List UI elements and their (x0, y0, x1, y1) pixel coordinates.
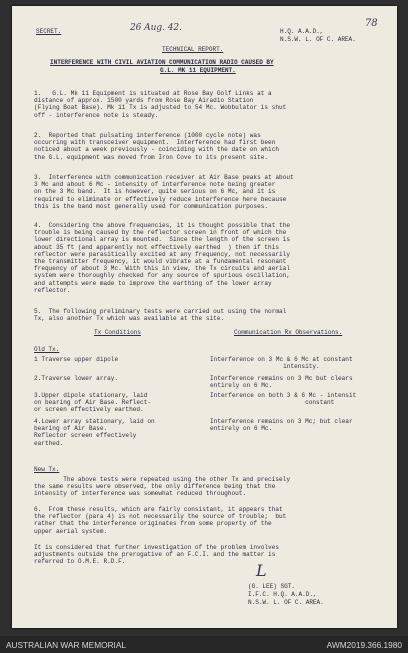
paragraph-3: 3. Interference with communication receiver at Air Base peaks at about 3 Mc and about 6 Mc - intensity of interference note being greater on the 3 Mc band. It is however, quite serious on 6 Mc, and it is required to eliminate or effectively reduce interference here because this is the band most generally used for communication purposes. (34, 174, 294, 210)
table-section-old-tx: Old Tx. (34, 346, 60, 353)
table-row-2-observation: Interference remains on 3 Mc but clears entirely on 6 Mc. (210, 375, 353, 390)
table-row-3-condition: 3.Upper dipole stationary, laid on bearing of Air Base. Reflect- or screen effectively earthed. (34, 392, 152, 414)
paragraph-2: 2. Reported that pulsating interference (1000 cycle note) was occurring with transceiver equipment. Interference had first been noticed about a week previously - coinciding with the date on which the G.L. equipment was moved from Iron Cove to its present site. (34, 132, 280, 161)
signature-name: (G. LEE) SGT. (248, 583, 295, 590)
paragraph-repeat-tests: The above tests were repeated using the other Tx and precisely the same results were observed, the only difference being that the intensity of interference was somewhat reduced throughout. (34, 476, 290, 498)
signature-initial: L (256, 561, 267, 580)
page-number-mark: 78 (365, 18, 378, 29)
archive-name: AUSTRALIAN WAR MEMORIAL (6, 640, 127, 650)
archive-footer (0, 636, 408, 653)
table-col1-header: Tx Conditions (94, 329, 141, 336)
table-row-3-observation: Interference on both 3 & 6 Mc - intensit constant (210, 392, 357, 407)
table-row-1-observation: Interference on 3 Mc & 6 Mc at constant intensity. (210, 356, 353, 371)
paragraph-4: 4. Considering the above frequencies, it is thought possible that the trouble is being caused by the reflector screen in front of which the lower directional array is mounted. Since the length of the screen is about 35 ft (and apparently not effectively earthed ) then if this reflector were parasitically excited at any frequency, not necessarily the transmitter frequency, it would vibrate at a fundamental resonant frequency of about 3 Mc. With this in view, the Tx circuits and aerial system were thoroughly checked for any source of spurious oscillation, and attempts were made to improve the earthing of the lower array reflector. (34, 222, 290, 294)
paragraph-1: 1. G.L. Mk 11 Equipment is situated at Rose Bay Golf Links at a distance of approx. 1500 yards from Rose Bay Airadio Station (Flying Boat Base). Mk 11 Tx is adjusted to 54 Mc. Wobbulator is shut off - interference note is steady. (34, 90, 287, 119)
handwritten-date: 26 Aug. 42. (130, 23, 182, 33)
table-col2-header: Communication Rx Observations. (234, 329, 343, 336)
paragraph-conclusion: It is considered that further investigation of the problem involves adjustments outside the prerogative of an F.C.I. and the matter is referred to O.M.E. R.D.F. (34, 544, 280, 566)
secret-label: SECRET. (36, 28, 62, 35)
table-row-4-observation: Interference remains on 3 Mc; but clear entirely on 6 Mc. (210, 418, 353, 433)
table-row-2-condition: 2.Traverse lower array. (34, 375, 119, 382)
paragraph-6: 6. From these results, which are fairly consistant, it appears that the reflector (para 4) is not necessarily the source of trouble; but rather that the interference originates from some property of the upper aerial system. (34, 506, 287, 535)
paragraph-5: 5. The following preliminary tests were carried out using the normal Tx, also another Tx which was available at the site. (34, 308, 287, 323)
signature-unit: I.F.C. H.Q. A.A.D., (248, 591, 317, 598)
hq-line-1: H.Q. A.A.D., (280, 28, 324, 35)
subject-line-1: INTERFERENCE WITH CIVIL AVIATION COMMUNICATION RADIO CAUSED BY (50, 59, 274, 66)
signature-area: N.S.W. L. OF C. AREA. (248, 599, 324, 606)
report-title: TECHNICAL REPORT. (162, 46, 224, 53)
subject-line-2: G.L. MK 11 EQUIPMENT. (160, 67, 236, 74)
archive-reference: AWM2019.366.1980 (326, 640, 402, 650)
table-row-4-condition: 4.Lower array stationary, laid on bearing of Air Base. Reflector screen effectively earthed. (34, 418, 155, 447)
table-section-new-tx: New Tx. (34, 466, 60, 473)
table-row-1-condition: 1 Traverse upper dipole (34, 356, 119, 363)
document-page (12, 6, 397, 628)
hq-line-2: N.S.W. L. OF C. AREA. (280, 36, 356, 43)
